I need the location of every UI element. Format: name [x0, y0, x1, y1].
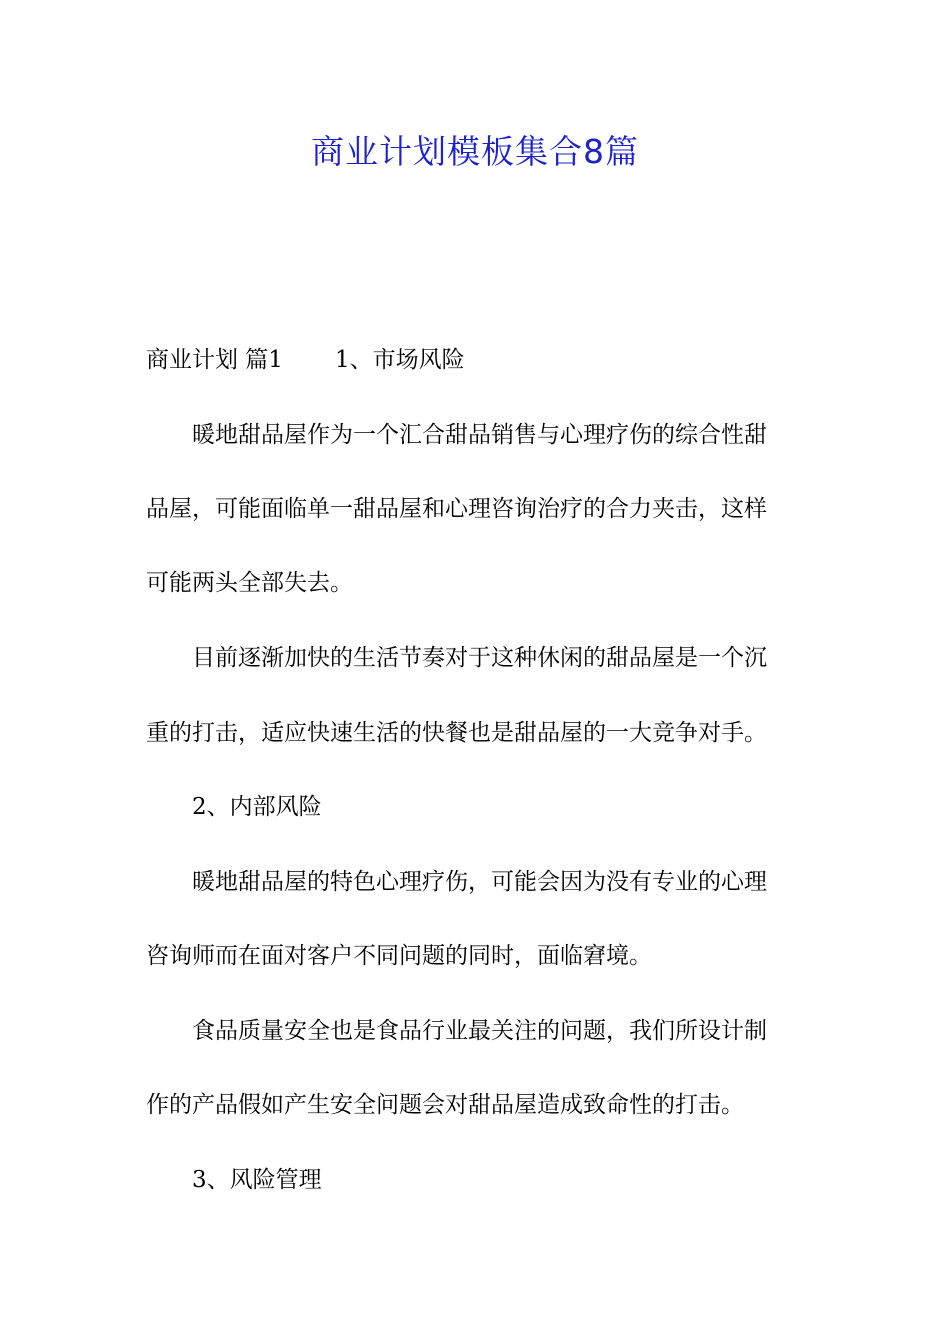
paragraph-line: 作的产品假如产生安全问题会对甜品屋造成致命性的打击。: [146, 1092, 744, 1118]
heading-risk-management: 3、风险管理: [192, 1167, 322, 1193]
paragraph-line: 可能两头全部失去。: [146, 570, 353, 596]
document-title: 商业计划模板集合8篇: [311, 132, 639, 171]
paragraph-line: 重的打击，适应快速生活的快餐也是甜品屋的一大竞争对手。: [146, 720, 767, 746]
paragraph-line: 咨询师而在面对客户不同问题的同时，面临窘境。: [146, 943, 652, 969]
paragraph-line: 食品质量安全也是食品行业最关注的问题，我们所设计制: [192, 1018, 767, 1044]
paragraph-line: 目前逐渐加快的生活节奏对于这种休闲的甜品屋是一个沉: [192, 645, 767, 671]
section-heading-line: [146, 343, 846, 377]
paragraph-line: 暖地甜品屋作为一个汇合甜品销售与心理疗伤的综合性甜: [192, 422, 767, 448]
paragraph-line: 品屋，可能面临单一甜品屋和心理咨询治疗的合力夹击，这样: [146, 496, 767, 522]
heading-internal-risk: 2、内部风险: [192, 794, 322, 820]
paragraph-line: 暖地甜品屋的特色心理疗伤，可能会因为没有专业的心理: [192, 869, 767, 895]
heading-market-risk: 1、市场风险: [334, 347, 465, 373]
section-label: 商业计划 篇1: [146, 347, 283, 373]
